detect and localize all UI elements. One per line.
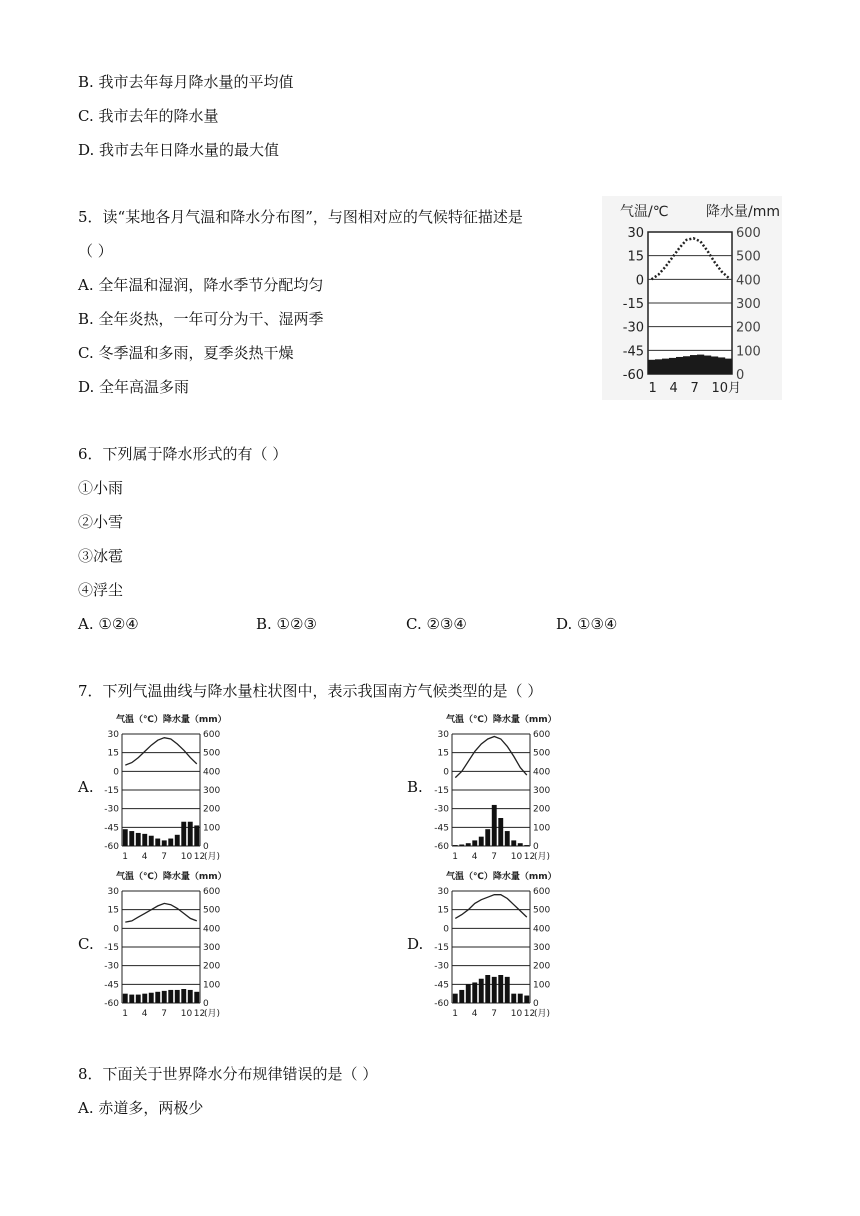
q7-precip-bar [188, 990, 193, 1003]
q7-right-tick: 500 [203, 905, 221, 916]
q7-precip-bar [524, 996, 529, 1003]
q7-precip-bar [188, 822, 193, 846]
q7-x-tick: 1 [122, 852, 128, 862]
q5-precip-bar [662, 359, 669, 374]
q7-right-tick: 500 [533, 748, 551, 759]
q7-precip-bar [472, 982, 477, 1003]
q7-right-tick: 500 [533, 905, 551, 916]
q7-left-tick: -30 [434, 961, 449, 972]
q5-left-axis-label: 气温/℃ [620, 204, 669, 220]
q7-x-tick: 10 [510, 1009, 523, 1019]
q7-left-tick: -45 [434, 823, 449, 834]
q7-x-tick: 12 [523, 1009, 536, 1019]
q7-left-tick: 15 [437, 905, 449, 916]
q7-left-tick: 0 [443, 767, 449, 778]
q7-left-tick: 15 [107, 905, 119, 916]
q5-x-tick: 10月 [711, 381, 742, 396]
q7-precip-bar [162, 991, 167, 1003]
q7-left-tick: -45 [104, 980, 119, 991]
q7-right-tick: 400 [533, 924, 551, 935]
q7-x-tick: 7 [491, 1009, 497, 1019]
q7-chart-header: 气温（℃）降水量（mm） [116, 715, 227, 725]
q7-x-tick: 7 [161, 1009, 167, 1019]
q7-left-tick: -60 [104, 999, 119, 1009]
q7-left-tick: -45 [104, 823, 119, 834]
q7-x-tick: 7 [161, 852, 167, 862]
q5-left-tick: 30 [627, 226, 644, 241]
q6-item: ①小雨 [78, 479, 124, 497]
q7-precip-bar [175, 835, 180, 846]
q7-precip-bar [524, 845, 529, 846]
q7-precip-bar [505, 977, 510, 1003]
q6-item: ③冰雹 [78, 547, 124, 565]
q7-chart-a [92, 710, 252, 870]
q5-left-tick: 15 [627, 249, 644, 265]
q7-right-tick: 300 [533, 943, 551, 953]
q7-x-tick: (月) [534, 852, 551, 862]
q5-left-tick: 0 [635, 273, 644, 289]
q7-x-tick: 1 [122, 1009, 128, 1019]
q7-left-tick: -30 [104, 961, 119, 972]
q6-option-d: D. ①③④ [556, 615, 618, 633]
q7-right-tick: 0 [533, 842, 539, 852]
q5-left-tick: -30 [622, 320, 644, 336]
q6-item: ②小雪 [78, 513, 124, 531]
q7-precip-bar [453, 845, 458, 846]
q7-precip-bar [142, 834, 147, 846]
q7-chart-header: 气温（℃）降水量（mm） [446, 872, 557, 882]
q7-right-tick: 300 [203, 943, 221, 953]
q5-bracket: （ ） [78, 242, 113, 260]
q7-left-tick: 0 [113, 924, 119, 935]
q7-precip-bar [155, 839, 160, 846]
q5-right-tick: 500 [736, 249, 761, 265]
q7-right-tick: 500 [203, 748, 221, 759]
q7-precip-bar [175, 990, 180, 1003]
q7-right-tick: 100 [533, 823, 551, 834]
q5-x-tick: 7 [690, 381, 699, 396]
q7-right-tick: 200 [533, 961, 551, 972]
q5-right-tick: 600 [736, 226, 761, 241]
q5-left-tick: -15 [622, 297, 644, 312]
q7-right-tick: 300 [203, 786, 221, 796]
q5-climate-chart [602, 196, 782, 400]
q7-right-tick: 200 [203, 804, 221, 815]
q7-precip-bar [194, 825, 199, 846]
q7-x-tick: 10 [180, 1009, 193, 1019]
q5-right-tick: 200 [736, 320, 761, 336]
q7-temperature-line [125, 903, 197, 922]
q7-left-tick: -60 [104, 842, 119, 852]
q7-x-tick: 12 [193, 1009, 206, 1019]
q7-temperature-line [125, 738, 197, 765]
q7-stem: 7．下列气温曲线与降水量柱状图中，表示我国南方气候类型的是（ ） [78, 682, 543, 700]
q7-left-tick: 30 [437, 887, 449, 897]
q7-x-tick: (月) [204, 852, 221, 862]
q6-item: ④浮尘 [78, 581, 124, 599]
q7-chart-header: 气温（℃）降水量（mm） [116, 872, 227, 882]
q7-left-tick: 0 [443, 924, 449, 935]
q7-x-tick: 1 [452, 1009, 458, 1019]
q5-option-a: A. 全年温和湿润，降水季节分配均匀 [78, 276, 324, 294]
q5-option-b: B. 全年炎热，一年可分为干、湿两季 [78, 310, 324, 328]
q7-precip-bar [472, 840, 477, 846]
q7-right-tick: 200 [203, 961, 221, 972]
q7-left-tick: -15 [104, 943, 119, 953]
q7-precip-bar [453, 994, 458, 1003]
q7-x-tick: 4 [471, 852, 478, 862]
q7-chart-b [422, 710, 582, 870]
q7-precip-bar [492, 977, 497, 1003]
q7-precip-bar [149, 836, 154, 846]
q7-x-tick: 7 [491, 852, 497, 862]
q7-option-b-letter: B. [407, 778, 423, 796]
q7-right-tick: 600 [203, 730, 221, 740]
q7-x-tick: (月) [204, 1009, 221, 1019]
q7-left-tick: 30 [107, 887, 119, 897]
q5-precip-bar [704, 356, 711, 374]
q7-precip-bar [129, 831, 134, 846]
q7-right-tick: 400 [533, 767, 551, 778]
q7-left-tick: -15 [434, 943, 449, 953]
q5-precip-bar [655, 359, 662, 374]
q6-stem: 6．下列属于降水形式的有（ ） [78, 445, 288, 463]
q7-precip-bar [479, 979, 484, 1003]
q7-right-tick: 0 [203, 842, 209, 852]
q5-option-c: C. 冬季温和多雨，夏季炎热干燥 [78, 344, 294, 362]
q7-left-tick: -15 [104, 786, 119, 796]
q5-option-d: D. 全年高温多雨 [78, 378, 190, 396]
q7-temperature-line [455, 895, 527, 919]
q7-left-tick: -45 [434, 980, 449, 991]
q7-x-tick: 4 [471, 1009, 478, 1019]
q4-option-c: C. 我市去年的降水量 [78, 107, 219, 125]
q7-x-tick: 4 [141, 852, 148, 862]
q5-right-axis-label: 降水量/mm [706, 204, 780, 220]
q7-precip-bar [459, 990, 464, 1003]
q7-right-tick: 100 [533, 980, 551, 991]
q7-precip-bar [505, 831, 510, 846]
q7-option-d-letter: D. [407, 935, 424, 953]
q7-right-tick: 0 [203, 999, 209, 1009]
q5-precip-bar [683, 356, 690, 374]
q7-precip-bar [155, 992, 160, 1003]
q5-precip-bar [648, 360, 655, 374]
q7-x-tick: 1 [452, 852, 458, 862]
q7-option-a-letter: A. [78, 778, 94, 796]
q5-precip-bar [690, 355, 697, 374]
q7-precip-bar [485, 829, 490, 846]
q8-option-a: A. 赤道多，两极少 [78, 1099, 204, 1117]
q7-precip-bar [168, 990, 173, 1003]
q7-precip-bar [518, 994, 523, 1003]
q7-precip-bar [498, 975, 503, 1003]
q7-precip-bar [123, 994, 128, 1003]
q5-precip-bar [676, 357, 683, 374]
q5-chart-svg [602, 196, 782, 400]
q5-stem: 5．读“某地各月气温和降水分布图”，与图相对应的气候特征描述是 [78, 208, 523, 226]
q5-right-tick: 100 [736, 344, 761, 360]
q6-option-b: B. ①②③ [256, 615, 317, 633]
q5-x-tick: 4 [669, 381, 678, 396]
q5-precip-bar [718, 357, 725, 374]
q7-left-tick: 15 [107, 748, 119, 759]
q7-precip-bar [459, 845, 464, 846]
q7-right-tick: 600 [533, 730, 551, 740]
q5-precip-bar [711, 356, 718, 374]
q5-right-tick: 400 [736, 273, 761, 289]
q7-precip-bar [181, 989, 186, 1003]
q7-right-tick: 400 [203, 767, 221, 778]
q5-x-tick: 1 [648, 381, 657, 396]
q7-chart-c [92, 867, 252, 1027]
q7-x-tick: 10 [180, 852, 193, 862]
q7-x-tick: 12 [523, 852, 536, 862]
q5-right-tick: 0 [736, 368, 745, 383]
q7-precip-bar [129, 995, 134, 1003]
q7-left-tick: 15 [437, 748, 449, 759]
q7-chart-header: 气温（℃）降水量（mm） [446, 715, 557, 725]
q7-precip-bar [136, 833, 141, 846]
q7-right-tick: 400 [203, 924, 221, 935]
q7-left-tick: -60 [434, 842, 449, 852]
q7-right-tick: 600 [203, 887, 221, 897]
q7-left-tick: 30 [107, 730, 119, 740]
q7-precip-bar [162, 840, 167, 846]
q7-left-tick: -30 [104, 804, 119, 815]
q7-precip-bar [466, 984, 471, 1003]
q5-right-tick: 300 [736, 297, 761, 312]
q7-precip-bar [492, 805, 497, 846]
q7-precip-bar [479, 837, 484, 846]
q7-precip-bar [511, 840, 516, 846]
q4-option-b: B. 我市去年每月降水量的平均值 [78, 73, 294, 91]
q7-left-tick: 0 [113, 767, 119, 778]
q7-right-tick: 100 [203, 823, 221, 834]
q7-left-tick: -30 [434, 804, 449, 815]
q7-right-tick: 100 [203, 980, 221, 991]
q7-precip-bar [149, 993, 154, 1003]
q5-precip-bar [669, 358, 676, 374]
q7-left-tick: -60 [434, 999, 449, 1009]
q7-x-tick: 12 [193, 852, 206, 862]
q7-right-tick: 600 [533, 887, 551, 897]
q7-right-tick: 0 [533, 999, 539, 1009]
q7-option-c-letter: C. [78, 935, 94, 953]
q7-precip-bar [168, 839, 173, 846]
q8-stem: 8．下面关于世界降水分布规律错误的是（ ） [78, 1065, 378, 1083]
q7-precip-bar [518, 843, 523, 846]
q7-precip-bar [466, 843, 471, 846]
q7-x-tick: 10 [510, 852, 523, 862]
q5-left-tick: -45 [622, 344, 644, 360]
q6-option-c: C. ②③④ [406, 615, 467, 633]
q7-x-tick: (月) [534, 1009, 551, 1019]
q7-precip-bar [136, 995, 141, 1003]
q7-precip-bar [485, 975, 490, 1003]
q7-left-tick: -15 [434, 786, 449, 796]
q7-chart-d [422, 867, 582, 1027]
q7-precip-bar [181, 822, 186, 846]
q4-option-d: D. 我市去年日降水量的最大值 [78, 141, 280, 159]
q5-precip-bar [697, 355, 704, 374]
q7-right-tick: 300 [533, 786, 551, 796]
q7-precip-bar [511, 994, 516, 1003]
q7-left-tick: 30 [437, 730, 449, 740]
q6-option-a: A. ①②④ [78, 615, 139, 633]
q7-right-tick: 200 [533, 804, 551, 815]
q7-precip-bar [194, 992, 199, 1003]
q7-precip-bar [142, 994, 147, 1003]
q5-left-tick: -60 [622, 368, 644, 383]
q7-x-tick: 4 [141, 1009, 148, 1019]
q5-precip-bar [725, 359, 732, 374]
q7-precip-bar [123, 829, 128, 846]
q7-precip-bar [498, 818, 503, 846]
